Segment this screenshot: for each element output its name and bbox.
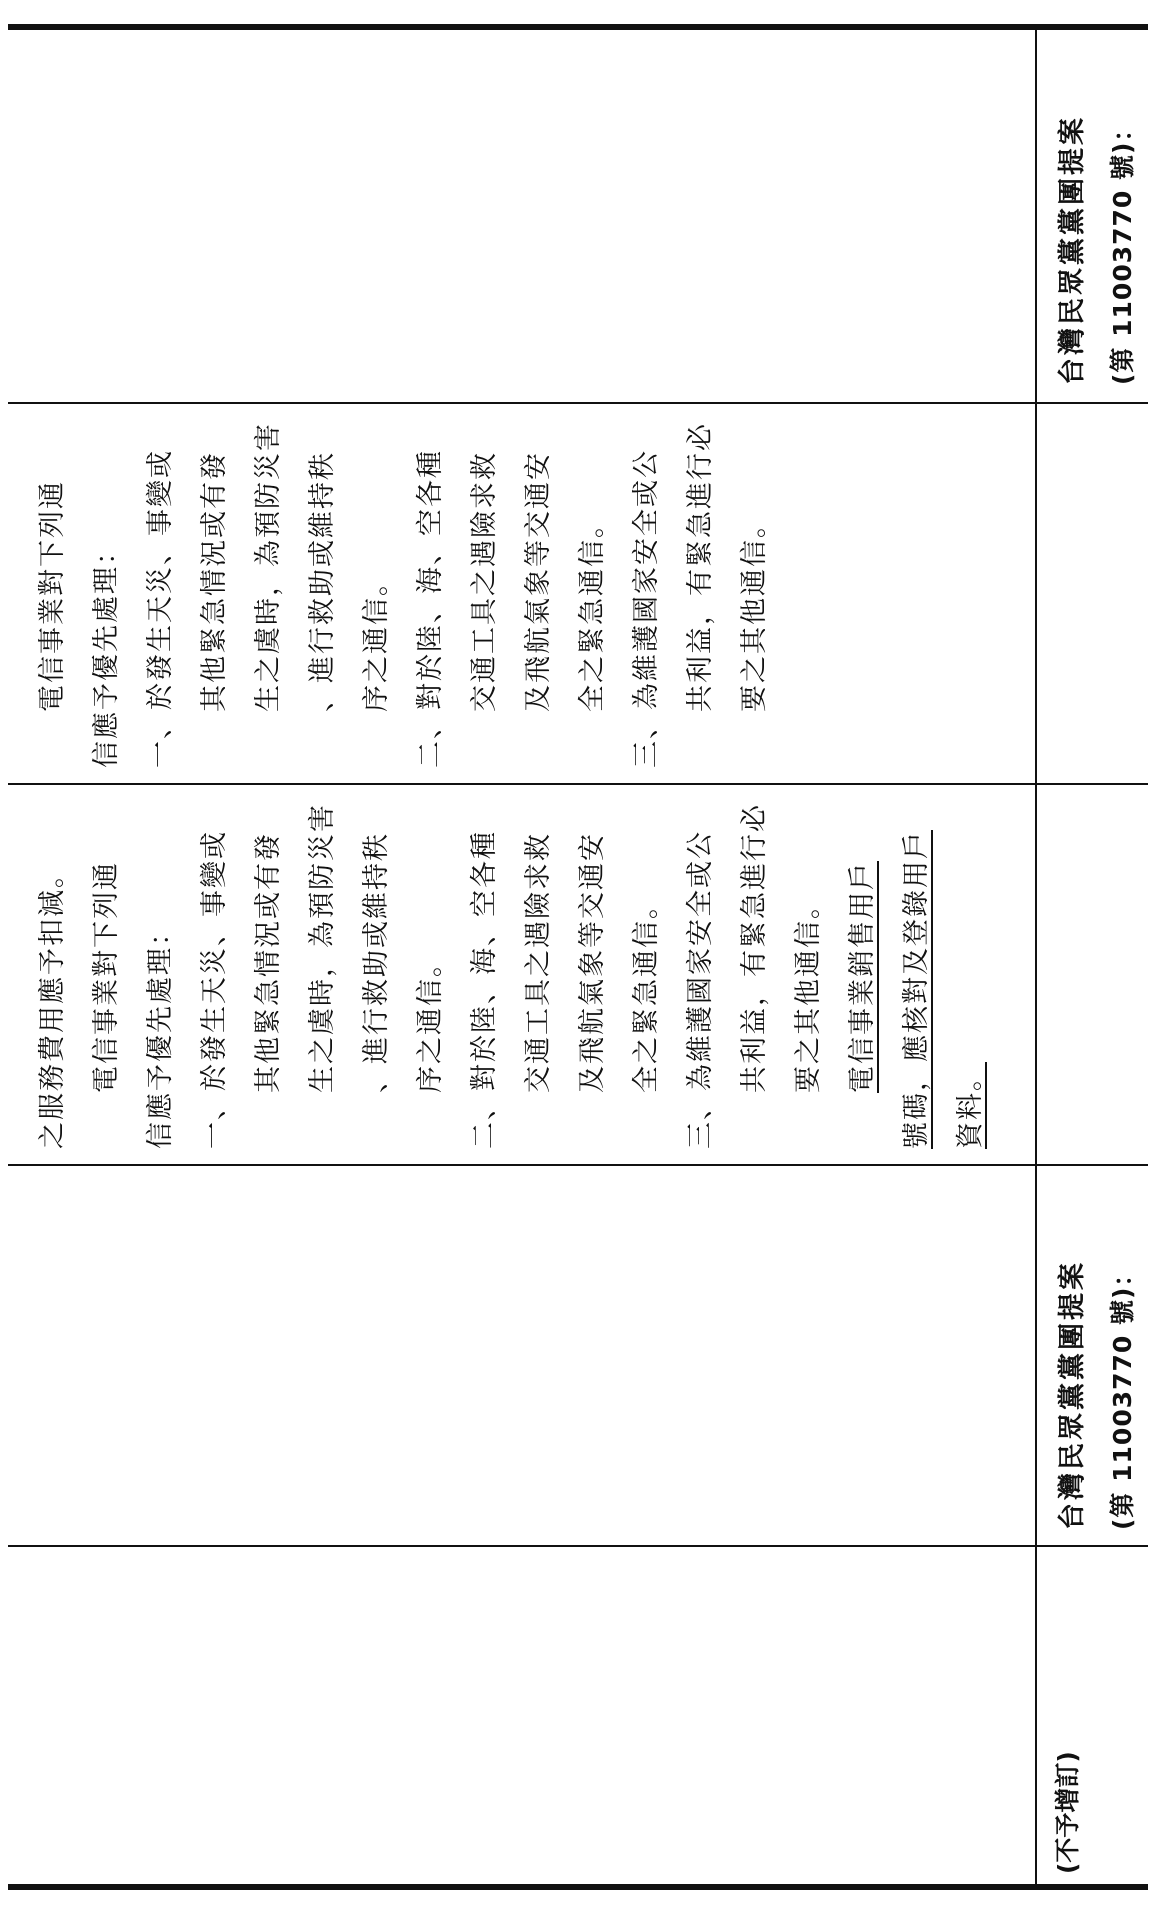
text-line: 電信事業對下列通 [91,861,122,1093]
table-bottom-border [8,1884,1148,1890]
decision-note [1048,1751,1084,1874]
text-line: 二、對於陸、海、空各種 [415,449,446,768]
text-line-underlined: 電信事業銷售用戶 [847,861,878,1093]
text-line: 要之其他通信。 [793,890,824,1093]
text-line: 電信事業對下列通 [37,480,68,712]
text-line: 序之通信。 [361,567,392,712]
text-line: 其他緊急情況或有發 [199,451,230,712]
proposed-text [26,803,998,1149]
text-line: 全之緊急通信。 [577,509,608,712]
text-line: 信應予優先處理： [145,917,176,1149]
row-divider [8,1545,1148,1547]
row-divider [8,1164,1148,1166]
proposal-header-1 [1048,115,1148,385]
text-line: 及飛航氣象等交通安 [577,832,608,1093]
text-line: 、進行救助或維持秩 [361,832,392,1093]
text-line: 要之其他通信。 [739,509,770,712]
proposal-header-2 [1048,1260,1148,1530]
text-line: 共利益，有緊急進行必 [685,422,716,712]
text-line: 二、對於陸、海、空各種 [469,830,500,1149]
text-line: 全之緊急通信。 [631,890,662,1093]
text-line: 、進行救助或維持秩 [307,451,338,712]
text-line: 其他緊急情況或有發 [253,832,284,1093]
text-line: 三、為維護國家安全或公 [685,830,716,1149]
proposal-number: (第 11003770 號)： [1108,1260,1137,1530]
proposal-title: 台灣民眾黨黨團提案 [1057,115,1088,385]
column-divider [1035,30,1037,1884]
row-divider [8,783,1148,785]
proposal-title: 台灣民眾黨黨團提案 [1057,1260,1088,1530]
text-line: 及飛航氣象等交通安 [523,451,554,712]
decision-text: (不予增訂) [1053,1751,1082,1874]
current-law-text [26,422,782,768]
table-top-border [8,24,1148,30]
text-line: 一、於發生天災、事變或 [199,830,230,1149]
text-line-underlined: 號碼，應核對及登錄用戶 [901,830,932,1149]
text-line: 生之虞時，為預防災害 [307,803,338,1093]
text-line: 之服務費用應予扣減。 [37,859,68,1149]
text-line: 生之虞時，為預防災害 [253,422,284,712]
text-line-underlined: 資料。 [955,1062,986,1149]
text-line: 共利益，有緊急進行必 [739,803,770,1093]
row-divider [8,402,1148,404]
text-line: 序之通信。 [415,948,446,1093]
text-line: 交通工具之遇險求救 [469,451,500,712]
text-line: 一、於發生天災、事變或 [145,449,176,768]
proposal-number: (第 11003770 號)： [1108,115,1137,385]
text-line: 三、為維護國家安全或公 [631,449,662,768]
text-line: 交通工具之遇險求救 [523,832,554,1093]
text-line: 信應予優先處理： [91,536,122,768]
